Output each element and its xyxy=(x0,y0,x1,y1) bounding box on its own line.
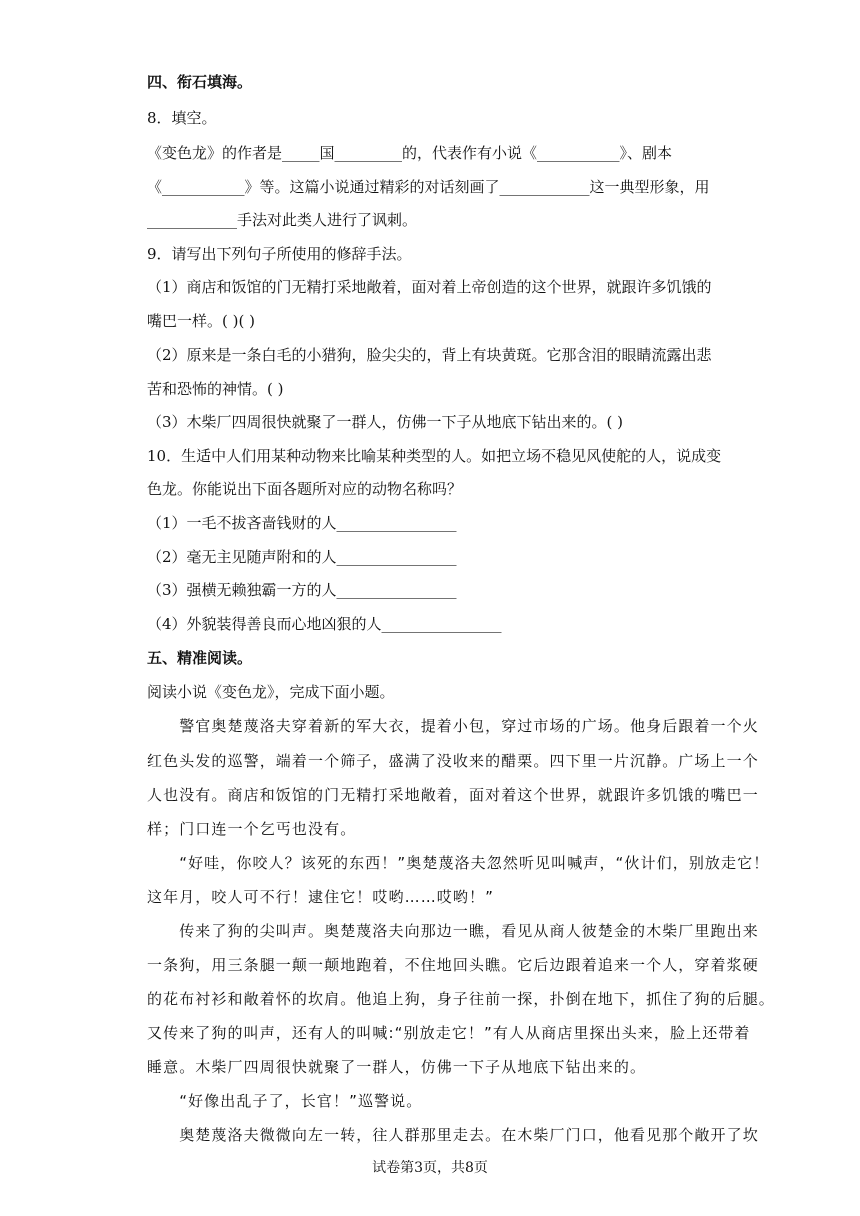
passage-line-10: 又传来了狗的叫声，还有人的叫喊:“别放走它！”有人从商店里探出头来，脸上还带着 xyxy=(147,1024,751,1042)
question-10-line-1: 10．生适中人们用某种动物来比喻某种类型的人。如把立场不稳见风使舵的人，说成变 xyxy=(147,447,722,465)
question-8-heading: 8．填空。 xyxy=(147,109,217,127)
question-10-line-2: 色龙。你能说出下面各题所对应的动物名称吗？ xyxy=(147,480,463,498)
passage-line-1: 警官奥楚蔑洛夫穿着新的军大衣，提着小包，穿过市场的广场。他身后跟着一个火 xyxy=(147,717,759,735)
passage-line-13: 奥楚蔑洛夫微微向左一转，往人群那里走去。在木柴厂门口，他看见那个敞开了坎 xyxy=(147,1126,759,1144)
question-8-line-1: 《变色龙》的作者是_____国_________的，代表作有小说《___________》、剧本 xyxy=(147,144,673,162)
question-10-item-3: （3）强横无赖独霸一方的人________________ xyxy=(147,581,457,599)
question-9-item-3: （3）木柴厂四周很快就聚了一群人，仿佛一下子从地底下钻出来的。( ) xyxy=(147,413,624,431)
question-10-item-4: （4）外貌装得善良而心地凶狠的人________________ xyxy=(147,615,502,633)
passage-line-12: “好像出乱子了，长官！”巡警说。 xyxy=(147,1092,423,1110)
passage-line-4: 样；门口连一个乞丐也没有。 xyxy=(147,820,357,838)
question-8-line-3: ____________手法对此类人进行了讽刺。 xyxy=(147,211,418,229)
section-4-title: 四、衔石填海。 xyxy=(147,73,253,91)
question-10-item-1: （1）一毛不拔吝啬钱财的人________________ xyxy=(147,514,457,532)
passage-line-8: 一条狗，用三条腿一颠一颠地跑着，不住地回头瞧。它后边跟着追来一个人，穿着浆硬 xyxy=(147,956,759,974)
question-9-item-2-line-2: 苦和恐怖的神情。( ) xyxy=(147,380,284,398)
question-8-line-2: 《___________》等。这篇小说通过精彩的对话刻画了____________这一典型形象，用 xyxy=(147,178,710,196)
question-9-item-1-line-1: （1）商店和饭馆的门无精打采地敞着，面对着上帝创造的这个世界，就跟许多饥饿的 xyxy=(147,278,712,296)
passage-line-3: 人也没有。商店和饭馆的门无精打采地敞着，面对着这个世界，就跟许多饥饿的嘴巴一 xyxy=(147,786,759,804)
passage-line-7: 传来了狗的尖叫声。奥楚蔑洛夫向那边一瞧，看见从商人彼楚金的木柴厂里跑出来 xyxy=(147,922,759,940)
passage-line-11: 睡意。木柴厂四周很快就聚了一群人，仿佛一下子从地底下钻出来的。 xyxy=(147,1058,647,1076)
page-footer: 试卷第3页，共8页 xyxy=(372,1160,488,1176)
question-10-item-2: （2）毫无主见随声附和的人________________ xyxy=(147,548,457,566)
reading-intro: 阅读小说《变色龙》，完成下面小题。 xyxy=(147,683,395,701)
passage-line-6: 这年月，咬人可不行！逮住它！哎哟……哎哟！” xyxy=(147,888,494,906)
passage-line-9: 的花布衬衫和敞着怀的坎肩。他追上狗，身子往前一探，扑倒在地下，抓住了狗的后腿。 xyxy=(147,990,775,1008)
passage-line-2: 红色头发的巡警，端着一个筛子，盛满了没收来的醋栗。四下里一片沉静。广场上一个 xyxy=(147,752,759,770)
question-9-heading: 9．请写出下列句子所使用的修辞手法。 xyxy=(147,245,412,263)
section-5-title: 五、精准阅读。 xyxy=(147,649,253,667)
question-9-item-2-line-1: （2）原来是一条白毛的小猎狗，脸尖尖的，背上有块黄斑。它那含泪的眼睛流露出悲 xyxy=(147,346,712,364)
question-9-item-1-line-2: 嘴巴一样。( )( ) xyxy=(147,312,255,330)
passage-line-5: “好哇，你咬人？该死的东西！”奥楚蔑洛夫忽然听见叫喊声，“伙计们，别放走它！ xyxy=(147,854,770,872)
